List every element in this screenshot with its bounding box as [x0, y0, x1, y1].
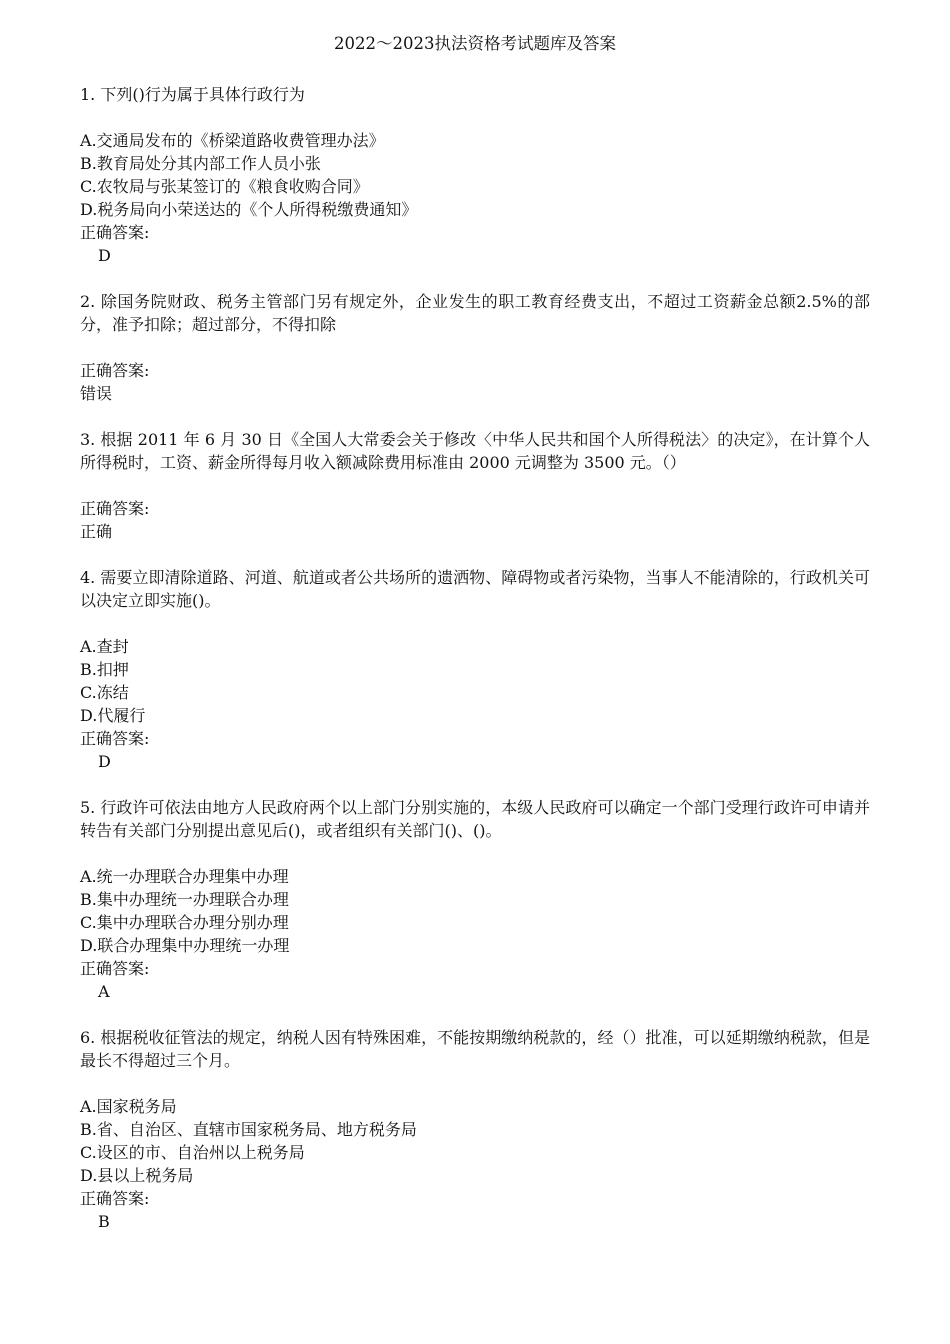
- question-3: [80, 428, 870, 543]
- question-1: [80, 83, 870, 267]
- answer-label: 正确答案:: [80, 499, 150, 518]
- answer-value: D: [98, 246, 111, 265]
- answer-label: 正确答案:: [80, 1189, 150, 1208]
- option-d: D.县以上税务局: [80, 1166, 194, 1185]
- option-c: C.农牧局与张某签订的《粮食收购合同》: [80, 177, 369, 196]
- option-d: D.税务局向小荣送达的《个人所得税缴费通知》: [80, 200, 418, 219]
- option-b: B.扣押: [80, 660, 129, 679]
- question-4: [80, 566, 870, 773]
- question-6: [80, 1026, 870, 1233]
- option-d: D.代履行: [80, 706, 146, 725]
- answer-label: 正确答案:: [80, 959, 150, 978]
- answer-value: 正确: [80, 522, 113, 541]
- option-a: A.查封: [80, 637, 129, 656]
- question-stem: 3. 根据 2011 年 6 月 30 日《全国人大常委会关于修改〈中华人民共和国个人所得税法〉的决定》，在计算个人所得税时，工资、薪金所得每月收入额减除费用标准由 2000 元调整为 3500 元。（）: [80, 430, 870, 472]
- option-b: B.省、自治区、直辖市国家税务局、地方税务局: [80, 1120, 417, 1139]
- option-d: D.联合办理集中办理统一办理: [80, 936, 290, 955]
- option-b: B.教育局处分其内部工作人员小张: [80, 154, 321, 173]
- option-c: C.冻结: [80, 683, 129, 702]
- answer-label: 正确答案:: [80, 361, 150, 380]
- option-a: A.交通局发布的《桥梁道路收费管理办法》: [80, 131, 385, 150]
- question-stem: 4. 需要立即清除道路、河道、航道或者公共场所的遗洒物、障碍物或者污染物，当事人不能清除的，行政机关可以决定立即实施()。: [80, 568, 870, 610]
- option-a: A.国家税务局: [80, 1097, 177, 1116]
- question-list: [80, 83, 870, 1233]
- answer-value: B: [98, 1212, 110, 1231]
- question-2: [80, 290, 870, 405]
- question-stem: 2. 除国务院财政、税务主管部门另有规定外，企业发生的职工教育经费支出，不超过工资薪金总额2.5%的部分，准予扣除；超过部分，不得扣除: [80, 292, 870, 334]
- question-stem: 1. 下列()行为属于具体行政行为: [80, 85, 305, 104]
- answer-value: A: [98, 982, 110, 1001]
- answer-label: 正确答案:: [80, 729, 150, 748]
- option-c: C.集中办理联合办理分别办理: [80, 913, 289, 932]
- question-stem: 6. 根据税收征管法的规定，纳税人因有特殊困难，不能按期缴纳税款的，经（）批准，可以延期缴纳税款，但是最长不得超过三个月。: [80, 1028, 870, 1070]
- question-stem: 5. 行政许可依法由地方人民政府两个以上部门分别实施的，本级人民政府可以确定一个部门受理行政许可申请并转告有关部门分别提出意见后()，或者组织有关部门()、()。: [80, 798, 870, 840]
- answer-label: 正确答案:: [80, 223, 150, 242]
- document-title: 2022～2023执法资格考试题库及答案: [334, 34, 616, 53]
- question-5: [80, 796, 870, 1003]
- option-c: C.设区的市、自治州以上税务局: [80, 1143, 305, 1162]
- option-a: A.统一办理联合办理集中办理: [80, 867, 289, 886]
- answer-value: 错误: [80, 384, 113, 403]
- answer-value: D: [98, 752, 111, 771]
- option-b: B.集中办理统一办理联合办理: [80, 890, 289, 909]
